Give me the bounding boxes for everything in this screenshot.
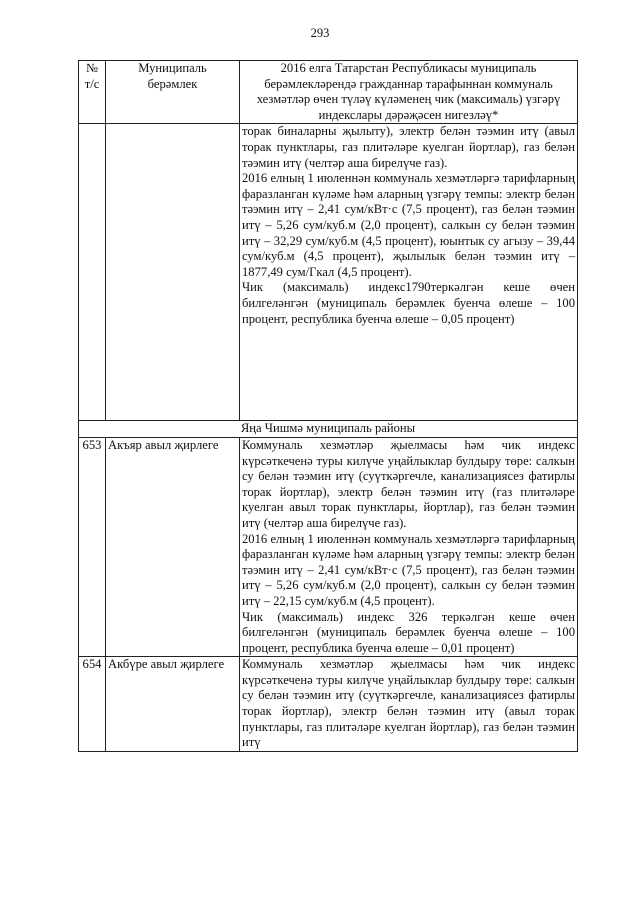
row-description — [240, 657, 578, 752]
row-number: 653 — [79, 437, 106, 656]
page-number: 293 — [310, 26, 330, 40]
paragraph: 2016 елның 1 июленнән коммуналь хезмәтләргә тарифларның фаразланган күләме һәм аларның үзгәрү темпы: электр белән тәэмин итү – 2,41 сум/кВт·с (7,5 процент), газ белән тәэмин итү – 5,26 сум/куб.м (2,0 процент), салкын су белән тәэмин итү – 22,15 сум/куб.м (4,5 процент). — [242, 531, 575, 608]
section-title: Яңа Чишмә муниципаль районы — [79, 421, 578, 438]
row-number: 654 — [79, 657, 106, 752]
header-description: 2016 елга Татарстан Республикасы муниципаль берәмлекләрендә гражданнар тарафыннан коммуналь хезмәтләр өчен түләү күләменең чик (максималь) үзгәрү индекслары дәрәҗәсен нигезләү* — [240, 61, 578, 124]
paragraph: Чик (максималь) индекс1790теркәлгән кеше өчен билгеләнгән (муниципаль берәмлек буенча өлеше – 100 процент, республика буенча өлеше – 0,05 процент) — [242, 280, 575, 326]
index-table — [78, 60, 578, 752]
row-municipality: Акъяр авыл җирлеге — [106, 437, 240, 656]
table-row — [79, 124, 578, 421]
paragraph: 2016 елның 1 июленнән коммуналь хезмәтләргә тарифларның фаразланган күләме һәм аларның үзгәрү темпы: электр белән тәэмин итү – 2,41 сум/кВт·с (7,5 процент), газ белән тәэмин итү – 5,26 сум/куб.м (2,0 процент), салкын су белән тәэмин итү – 32,29 сум/куб.м (4,5 процент), юынтык су агызу – 39,44 сум/куб.м (4,5 процент), җылылык белән тәэмин итү – 1877,49 сум/Гкал (4,5 процент). — [242, 171, 575, 279]
header-number: № т/с — [79, 61, 106, 124]
paragraph: Коммуналь хезмәтләр җыелмасы һәм чик индекс күрсәткеченә туры килүче уңайлыклар булдыру төре: салкын су белән тәэмин итү (суүткәргечле, канализациясез фатирлы торак йортлар), электр белән тәэмин итү (газ плитәләре куелган авыл торак пунктлары, йортлар), газ белән тәэмин итү (челтәр аша бирелүче газ). — [242, 437, 575, 530]
paragraph: Чик (максималь) индекс 326 теркәлгән кеше өчен билгеләнгән (муниципаль берәмлек буенча өлеше – 100 процент, республика буенча өлеше – 0,01 процент) — [242, 609, 575, 655]
table-row — [79, 657, 578, 752]
row-municipality — [106, 124, 240, 421]
table-header-row — [79, 61, 578, 124]
paragraph: Коммуналь хезмәтләр җыелмасы һәм чик индекс күрсәткеченә туры килүче уңайлыклар булдыру төре: салкын су белән тәэмин итү (суүткәргечле, канализациясез фатирлы торак йортлар), электр белән тәэмин итү (авыл торак пунктлары, газ плитәләре куелган йортлар), газ белән тәэмин итү — [242, 657, 575, 750]
row-description — [240, 437, 578, 656]
table-row — [79, 437, 578, 656]
row-municipality: Акбүре авыл җирлеге — [106, 657, 240, 752]
row-number — [79, 124, 106, 421]
paragraph: торак биналарны җылыту), электр белән тәэмин итү (авыл торак пунктлары, газ плитәләре куелган йортлар), газ белән тәэмин итү (челтәр аша бирелүче газ). — [242, 124, 575, 170]
header-municipality: Муниципаль берәмлек — [106, 61, 240, 124]
section-row — [79, 421, 578, 438]
row-description — [240, 124, 578, 421]
